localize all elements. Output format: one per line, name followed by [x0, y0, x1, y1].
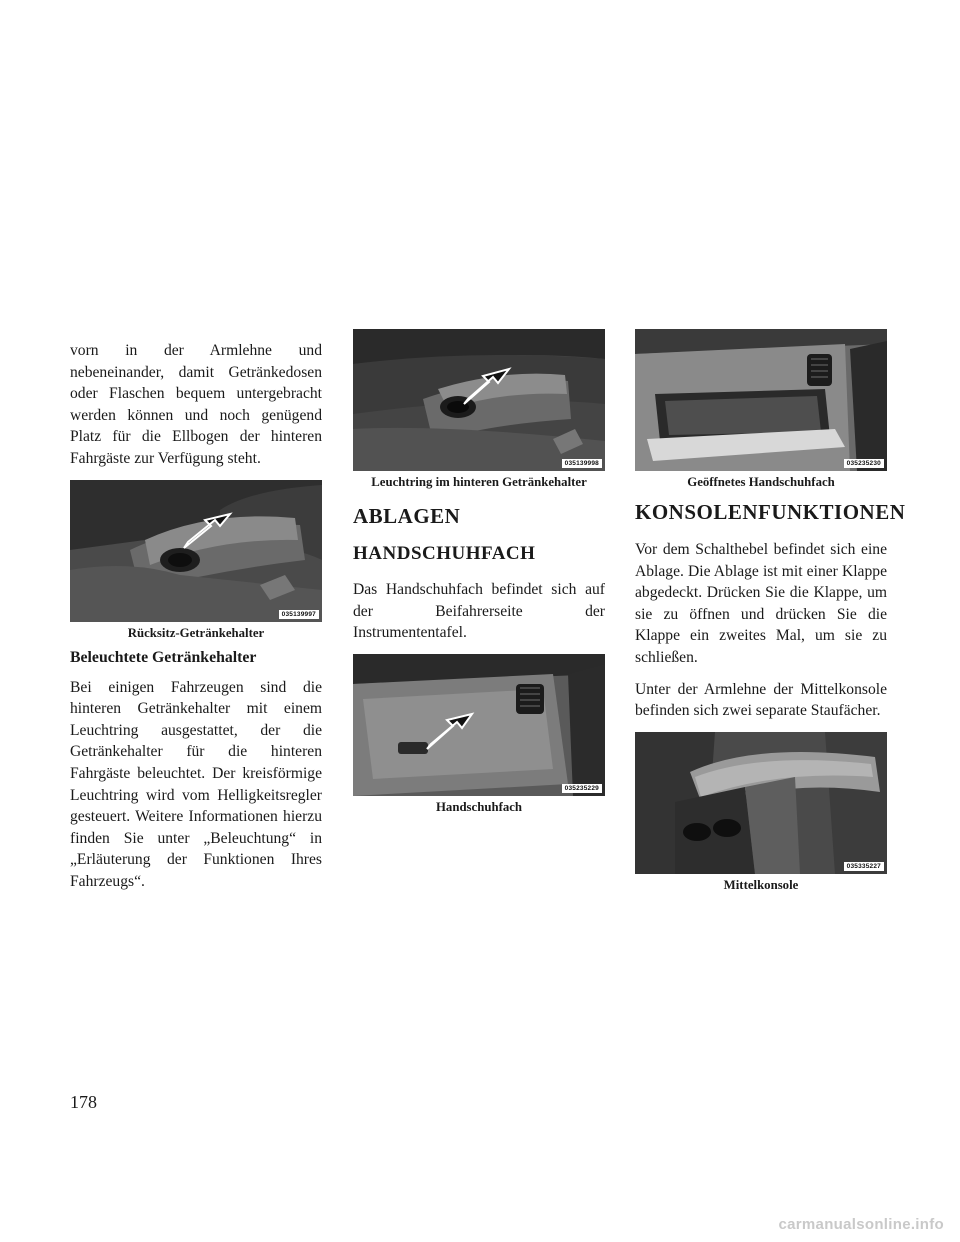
- figure-code: 035235230: [844, 459, 884, 468]
- figure-rear-cupholder: [70, 480, 322, 622]
- figure-caption: Leuchtring im hinteren Getränkehalter: [371, 475, 587, 489]
- glovebox-paragraph: Das Handschuhfach befindet sich auf der Beifahrerseite der Instrumententafel.: [353, 581, 605, 642]
- intro-paragraph: vorn in der Armlehne und nebeneinander, damit Getränkedosen oder Flaschen bequem untergebracht werden können und noch genügend Platz für die Ellbogen der hinteren Fahrgäste zur Verfügung steht.: [70, 342, 322, 467]
- subheading-lit-cupholders: Beleuchtete Getränkehalter: [70, 648, 257, 666]
- console-paragraph-1: Vor dem Schalthebel befindet sich eine Ablage. Die Ablage ist mit einer Klappe abgedeckt. Drücken Sie die Klappe, um sie zu öffnen und drücken Sie die Klappe ein zweites Mal, um sie zu schließen.: [635, 541, 887, 666]
- figure-center-console: [635, 732, 887, 874]
- center-console-photo: [635, 732, 887, 874]
- figure-glovebox: [353, 654, 605, 796]
- open-glovebox-photo: [635, 329, 887, 471]
- section-heading-storage: ABLAGEN: [353, 504, 461, 528]
- column-middle: [353, 329, 605, 815]
- figure-code: 035335227: [844, 862, 884, 871]
- column-left: [70, 340, 322, 893]
- rear-cupholder-photo: [70, 480, 322, 622]
- figure-cupholder-ring: [353, 329, 605, 471]
- cupholder-ring-photo: [353, 329, 605, 471]
- subsection-heading-glovebox: HANDSCHUHFACH: [353, 543, 536, 564]
- figure-caption: Geöffnetes Handschuhfach: [687, 475, 835, 489]
- console-paragraph-2: Unter der Armlehne der Mittelkonsole befinden sich zwei separate Staufächer.: [635, 680, 887, 720]
- figure-code: 035235229: [562, 784, 602, 793]
- figure-caption: Handschuhfach: [435, 799, 523, 814]
- section-heading-console: KONSOLENFUNKTIONEN: [635, 500, 906, 524]
- lit-cupholders-paragraph: Bei einigen Fahrzeugen sind die hinteren Getränkehalter mit einem Leuchtring ausgestattet, der die Getränkehalter für die hinteren Fahrgäste beleuchtet. Der kreisförmige Leuchtring wird vom Helligkeitsregler gesteuert. Weitere Informationen hierzu finden Sie unter „Beleuchtung“ in „Erläuterung der Funktionen Ihres Fahrzeugs“.: [70, 678, 322, 890]
- page-number: 178: [70, 1092, 97, 1112]
- figure-open-glovebox: [635, 329, 887, 471]
- glovebox-photo: [353, 654, 605, 796]
- figure-code: 035139997: [279, 610, 319, 619]
- column-right: [635, 329, 906, 893]
- figure-caption: Rücksitz-Getränkehalter: [127, 625, 265, 640]
- watermark[interactable]: carmanualsonline.info: [778, 1216, 944, 1233]
- figure-code: 035139998: [562, 459, 602, 468]
- figure-caption: Mittelkonsole: [723, 877, 799, 892]
